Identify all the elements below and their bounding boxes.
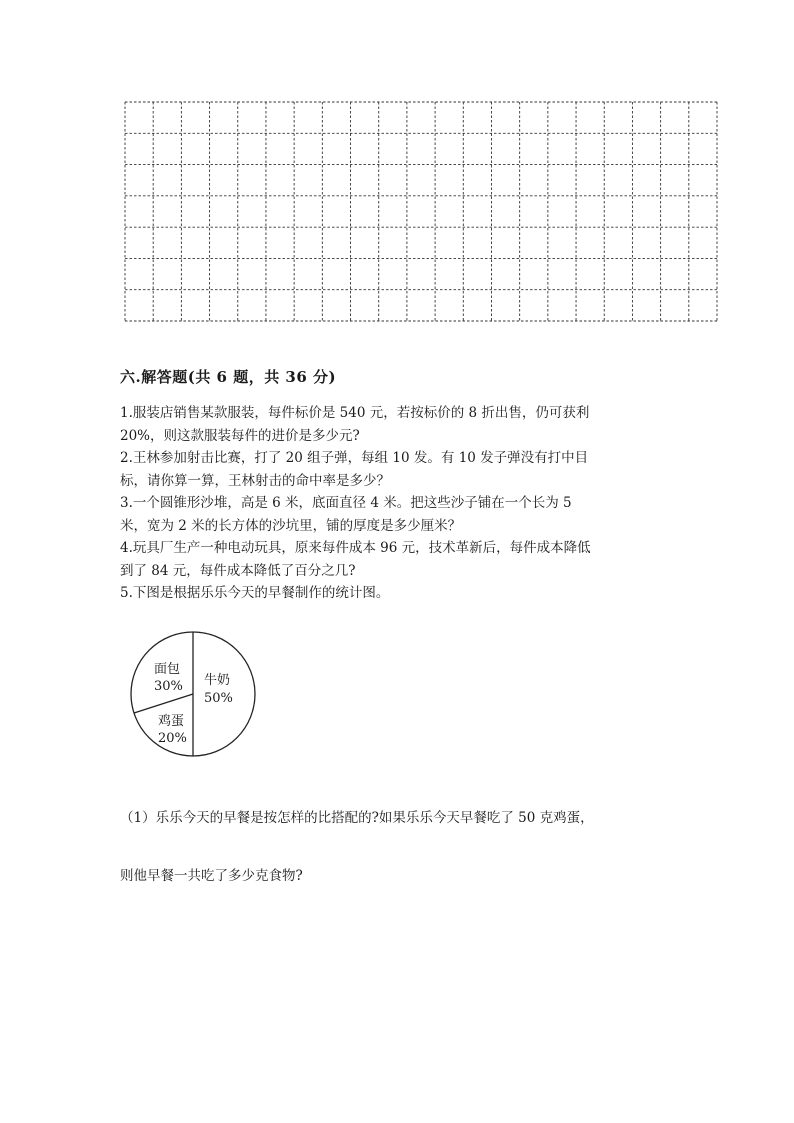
slice-label-bread: 面包 <box>154 662 181 677</box>
question-1: 1.服装店销售某款服装，每件标价是 540 元，若按标价的 8 折出售，仍可获利 20%，则这款服装每件的进价是多少元? <box>120 405 590 444</box>
slice-label-milk: 牛奶 <box>204 673 231 688</box>
slice-value-bread: 30% <box>154 679 183 694</box>
question-list <box>120 402 690 605</box>
question-2: 2.王林参加射击比赛，打了 20 组子弹，每组 10 发。有 10 发子弹没有打中目 标，请你算一算，王林射击的命中率是多少？ <box>120 450 589 489</box>
question-3: 3.一个圆锥形沙堆，高是 6 米，底面直径 4 米。把这些沙子铺在一个长为 5 米，宽为 2 米的长方体的沙坑里，铺的厚度是多少厘米？ <box>120 495 572 534</box>
answer-writing-grid <box>124 101 718 323</box>
pie-slice-divider-egg <box>134 694 193 713</box>
sub-question-line-2: 则他早餐一共吃了多少克食物? <box>120 868 303 884</box>
question-5: 5.下图是根据乐乐今天的早餐制作的统计图。 <box>120 585 390 601</box>
slice-value-egg: 20% <box>158 731 187 746</box>
sub-question-line-1: （1）乐乐今天的早餐是按怎样的比搭配的?如果乐乐今天早餐吃了 50 克鸡蛋， <box>120 810 594 826</box>
section-title: 六.解答题(共 6 题，共 36 分) <box>120 368 337 386</box>
question-4: 4.玩具厂生产一种电动玩具，原来每件成本 96 元，技术革新后，每件成本降低 到了 84 元，每件成本降低了百分之几? <box>120 540 591 579</box>
breakfast-pie-chart <box>128 628 258 760</box>
slice-value-milk: 50% <box>204 691 233 706</box>
slice-label-egg: 鸡蛋 <box>158 714 185 729</box>
